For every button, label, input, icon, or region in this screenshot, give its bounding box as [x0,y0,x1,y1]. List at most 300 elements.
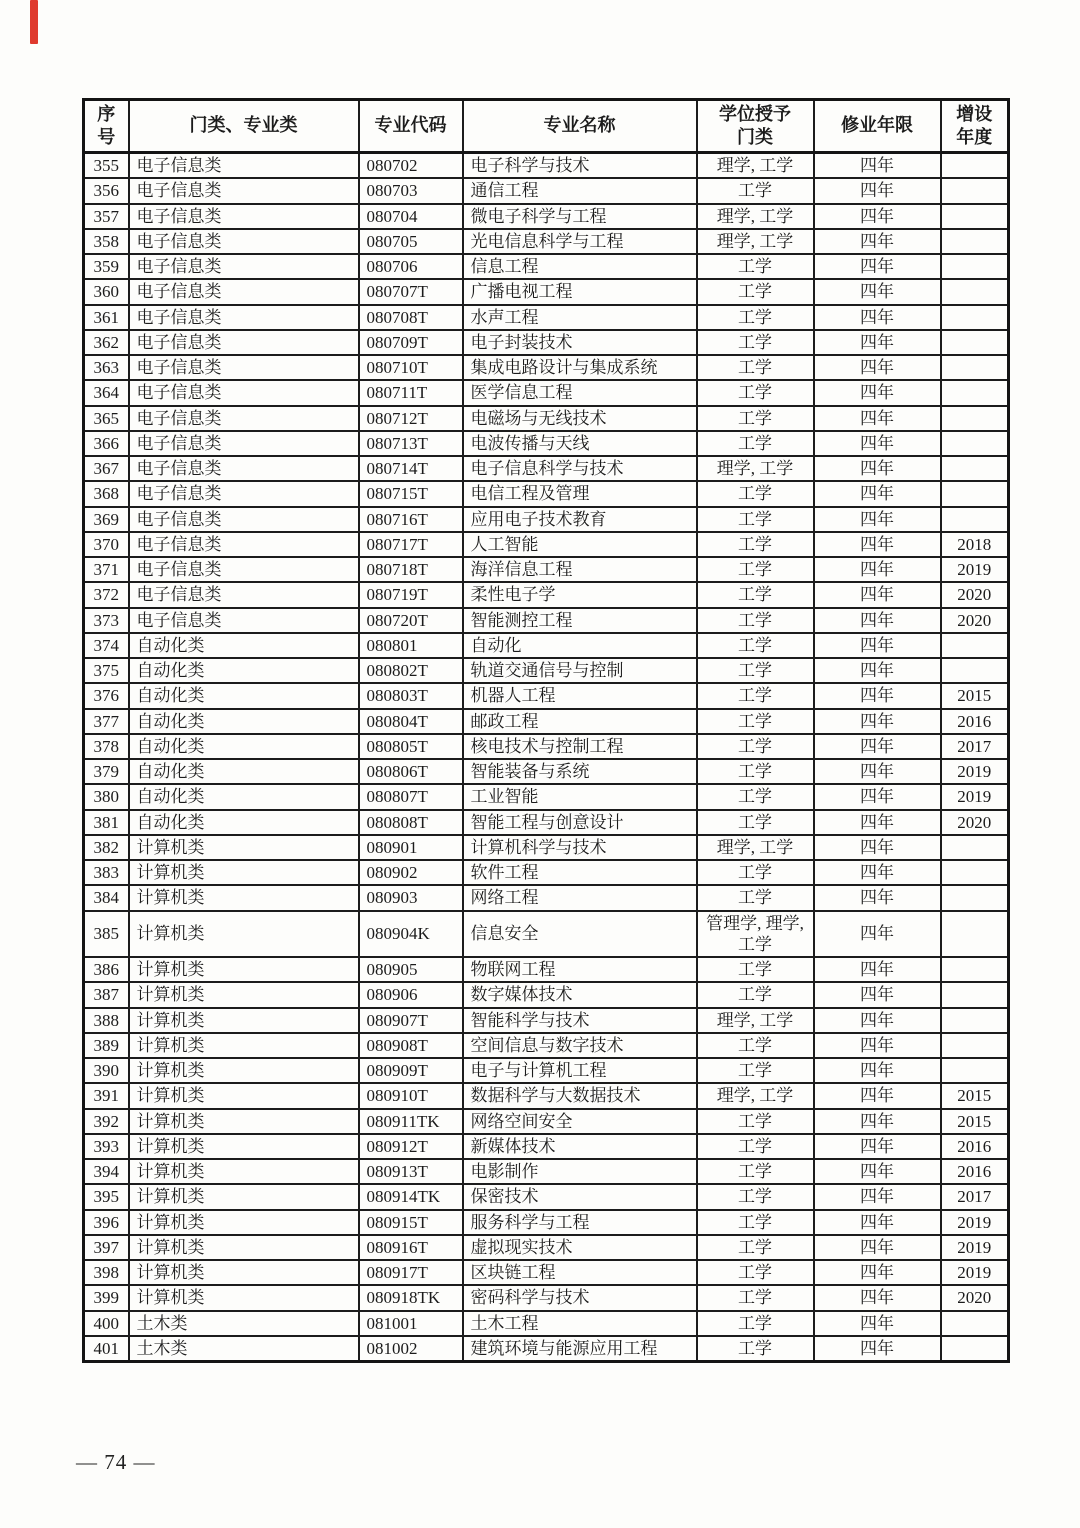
table-header-row [84,100,1009,153]
cell-category: 电子信息类 [129,305,359,330]
cell-name: 电子与计算机工程 [463,1058,697,1083]
cell-category: 计算机类 [129,1285,359,1310]
cell-years: 四年 [814,982,941,1007]
cell-no: 375 [84,658,129,683]
table-row [84,1336,1009,1362]
table-row [84,709,1009,734]
cell-name: 电影制作 [463,1159,697,1184]
header-name-label: 专业名称 [543,115,616,136]
table-row [84,1159,1009,1184]
cell-name: 数据科学与大数据技术 [463,1083,697,1108]
header-no-label: 序号 [97,103,116,147]
cell-code: 080715T [359,481,463,506]
cell-year-added: 2019 [941,1210,1009,1235]
cell-degree: 工学 [697,1109,814,1134]
cell-category: 计算机类 [129,1109,359,1134]
cell-no: 371 [84,557,129,582]
cell-degree: 理学, 工学 [697,1008,814,1033]
cell-no: 367 [84,456,129,481]
cell-name: 核电技术与控制工程 [463,734,697,759]
cell-years: 四年 [814,153,941,179]
cell-years: 四年 [814,658,941,683]
cell-code: 080703 [359,178,463,203]
cell-degree: 工学 [697,709,814,734]
cell-code: 081001 [359,1311,463,1336]
cell-category: 电子信息类 [129,481,359,506]
cell-degree: 工学 [697,860,814,885]
cell-code: 080909T [359,1058,463,1083]
cell-name: 集成电路设计与集成系统 [463,355,697,380]
cell-no: 381 [84,810,129,835]
cell-name: 微电子科学与工程 [463,204,697,229]
cell-degree: 工学 [697,810,814,835]
cell-category: 计算机类 [129,957,359,982]
cell-years: 四年 [814,204,941,229]
cell-code: 080707T [359,279,463,304]
table-row [84,1033,1009,1058]
cell-category: 计算机类 [129,1033,359,1058]
cell-category: 计算机类 [129,1235,359,1260]
header-year-added-label: 增设年度 [956,103,993,147]
cell-year-added: 2019 [941,1260,1009,1285]
cell-name: 空间信息与数字技术 [463,1033,697,1058]
cell-no: 370 [84,532,129,557]
cell-no: 374 [84,633,129,658]
cell-year-added: 2016 [941,1159,1009,1184]
cell-degree: 工学 [697,759,814,784]
cell-years: 四年 [814,254,941,279]
cell-category: 自动化类 [129,709,359,734]
cell-no: 394 [84,1159,129,1184]
table-row [84,229,1009,254]
cell-name: 服务科学与工程 [463,1210,697,1235]
cell-name: 土木工程 [463,1311,697,1336]
cell-no: 397 [84,1235,129,1260]
cell-name: 通信工程 [463,178,697,203]
cell-category: 电子信息类 [129,178,359,203]
cell-no: 363 [84,355,129,380]
cell-name: 海洋信息工程 [463,557,697,582]
cell-degree: 工学 [697,1336,814,1362]
cell-code: 080712T [359,406,463,431]
cell-no: 380 [84,784,129,809]
cell-years: 四年 [814,330,941,355]
cell-category: 自动化类 [129,658,359,683]
table-header [84,100,1009,153]
cell-year-added [941,355,1009,380]
cell-code: 080720T [359,608,463,633]
cell-years: 四年 [814,279,941,304]
cell-year-added: 2019 [941,759,1009,784]
cell-code: 080717T [359,532,463,557]
table-row [84,1235,1009,1260]
cell-category: 电子信息类 [129,456,359,481]
cell-degree: 工学 [697,254,814,279]
cell-years: 四年 [814,885,941,910]
cell-degree: 工学 [697,582,814,607]
cell-year-added: 2015 [941,1083,1009,1108]
cell-years: 四年 [814,1184,941,1209]
cell-years: 四年 [814,355,941,380]
cell-year-added: 2015 [941,1109,1009,1134]
cell-code: 080702 [359,153,463,179]
cell-category: 计算机类 [129,835,359,860]
cell-degree: 工学 [697,1159,814,1184]
cell-year-added [941,835,1009,860]
cell-year-added [941,1008,1009,1033]
cell-degree: 工学 [697,532,814,557]
cell-name: 密码科学与技术 [463,1285,697,1310]
cell-category: 计算机类 [129,982,359,1007]
table-row [84,911,1009,958]
cell-years: 四年 [814,1285,941,1310]
cell-no: 357 [84,204,129,229]
cell-name: 电子封装技术 [463,330,697,355]
cell-no: 385 [84,911,129,958]
cell-no: 393 [84,1134,129,1159]
cell-name: 电子科学与技术 [463,153,697,179]
header-category-label: 门类、专业类 [189,115,298,136]
page-number: — 74 — [76,1450,156,1474]
cell-no: 369 [84,507,129,532]
table-row [84,784,1009,809]
cell-degree: 工学 [697,683,814,708]
cell-year-added: 2020 [941,608,1009,633]
cell-years: 四年 [814,810,941,835]
table-row [84,683,1009,708]
cell-category: 计算机类 [129,1134,359,1159]
cell-code: 080803T [359,683,463,708]
cell-year-added: 2016 [941,1134,1009,1159]
cell-category: 电子信息类 [129,608,359,633]
cell-degree: 理学, 工学 [697,456,814,481]
cell-degree: 工学 [697,1235,814,1260]
cell-category: 计算机类 [129,1159,359,1184]
cell-code: 080710T [359,355,463,380]
cell-degree: 工学 [697,1058,814,1083]
cell-year-added [941,153,1009,179]
cell-year-added [941,178,1009,203]
table-row [84,178,1009,203]
cell-code: 080718T [359,557,463,582]
cell-name: 水声工程 [463,305,697,330]
cell-name: 智能测控工程 [463,608,697,633]
cell-name: 轨道交通信号与控制 [463,658,697,683]
cell-no: 373 [84,608,129,633]
cell-years: 四年 [814,178,941,203]
table-row [84,1109,1009,1134]
cell-no: 387 [84,982,129,1007]
cell-category: 自动化类 [129,683,359,708]
cell-name: 工业智能 [463,784,697,809]
cell-degree: 理学, 工学 [697,204,814,229]
cell-no: 365 [84,406,129,431]
cell-degree: 工学 [697,279,814,304]
cell-year-added [941,1058,1009,1083]
cell-year-added [941,1311,1009,1336]
cell-year-added [941,982,1009,1007]
cell-degree: 工学 [697,885,814,910]
cell-name: 自动化 [463,633,697,658]
cell-category: 电子信息类 [129,153,359,179]
table-row [84,456,1009,481]
cell-no: 383 [84,860,129,885]
cell-degree: 工学 [697,1311,814,1336]
header-category [129,100,359,153]
cell-degree: 工学 [697,784,814,809]
cell-year-added: 2019 [941,1235,1009,1260]
cell-year-added [941,658,1009,683]
header-code-label: 专业代码 [374,115,447,136]
cell-code: 080902 [359,860,463,885]
cell-year-added [941,860,1009,885]
cell-years: 四年 [814,784,941,809]
cell-no: 392 [84,1109,129,1134]
cell-degree: 管理学, 理学, 工学 [697,911,814,958]
cell-name: 数字媒体技术 [463,982,697,1007]
cell-no: 377 [84,709,129,734]
cell-no: 388 [84,1008,129,1033]
table-row [84,279,1009,304]
cell-year-added [941,279,1009,304]
cell-code: 080916T [359,1235,463,1260]
cell-name: 机器人工程 [463,683,697,708]
cell-degree: 工学 [697,1285,814,1310]
cell-name: 应用电子技术教育 [463,507,697,532]
cell-category: 电子信息类 [129,355,359,380]
table-row [84,406,1009,431]
cell-degree: 工学 [697,507,814,532]
cell-category: 电子信息类 [129,406,359,431]
cell-code: 080805T [359,734,463,759]
majors-table [82,98,1010,1363]
cell-code: 080705 [359,229,463,254]
cell-years: 四年 [814,229,941,254]
cell-code: 080708T [359,305,463,330]
cell-category: 电子信息类 [129,557,359,582]
cell-year-added [941,1336,1009,1362]
cell-name: 光电信息科学与工程 [463,229,697,254]
cell-degree: 工学 [697,481,814,506]
cell-category: 电子信息类 [129,330,359,355]
cell-years: 四年 [814,1083,941,1108]
cell-name: 广播电视工程 [463,279,697,304]
cell-category: 计算机类 [129,1260,359,1285]
cell-category: 电子信息类 [129,532,359,557]
cell-year-added: 2015 [941,683,1009,708]
cell-name: 软件工程 [463,860,697,885]
cell-year-added: 2020 [941,810,1009,835]
table-row [84,532,1009,557]
cell-no: 389 [84,1033,129,1058]
cell-category: 电子信息类 [129,380,359,405]
cell-category: 计算机类 [129,1008,359,1033]
cell-years: 四年 [814,582,941,607]
cell-no: 355 [84,153,129,179]
table-row [84,1134,1009,1159]
header-degree-label: 学位授予门类 [719,103,791,147]
table-row [84,982,1009,1007]
table-row [84,1311,1009,1336]
cell-no: 364 [84,380,129,405]
table-row [84,885,1009,910]
table-row [84,380,1009,405]
cell-year-added [941,305,1009,330]
cell-name: 柔性电子学 [463,582,697,607]
cell-years: 四年 [814,608,941,633]
cell-category: 计算机类 [129,885,359,910]
cell-code: 080719T [359,582,463,607]
table-row [84,1260,1009,1285]
cell-category: 电子信息类 [129,431,359,456]
cell-years: 四年 [814,1260,941,1285]
cell-name: 人工智能 [463,532,697,557]
table-row [84,582,1009,607]
table-row [84,355,1009,380]
cell-year-added: 2016 [941,709,1009,734]
table-row [84,1083,1009,1108]
cell-years: 四年 [814,911,941,958]
cell-years: 四年 [814,532,941,557]
table-row [84,810,1009,835]
cell-code: 080804T [359,709,463,734]
cell-year-added [941,633,1009,658]
cell-code: 080915T [359,1210,463,1235]
cell-year-added [941,481,1009,506]
cell-no: 398 [84,1260,129,1285]
cell-name: 电磁场与无线技术 [463,406,697,431]
table-row [84,305,1009,330]
cell-year-added: 2019 [941,784,1009,809]
cell-no: 382 [84,835,129,860]
table-row [84,1210,1009,1235]
cell-code: 080806T [359,759,463,784]
cell-degree: 理学, 工学 [697,229,814,254]
cell-years: 四年 [814,709,941,734]
cell-year-added: 2017 [941,734,1009,759]
cell-years: 四年 [814,835,941,860]
cell-code: 080911TK [359,1109,463,1134]
cell-no: 358 [84,229,129,254]
cell-no: 368 [84,481,129,506]
table-row [84,608,1009,633]
cell-code: 080914TK [359,1184,463,1209]
table-row [84,633,1009,658]
cell-degree: 理学, 工学 [697,835,814,860]
cell-year-added [941,911,1009,958]
cell-no: 384 [84,885,129,910]
cell-name: 邮政工程 [463,709,697,734]
table-row [84,1008,1009,1033]
cell-years: 四年 [814,633,941,658]
table-row [84,860,1009,885]
cell-no: 362 [84,330,129,355]
cell-no: 366 [84,431,129,456]
header-name [463,100,697,153]
cell-degree: 理学, 工学 [697,1083,814,1108]
cell-degree: 工学 [697,380,814,405]
cell-year-added [941,1033,1009,1058]
cell-no: 379 [84,759,129,784]
cell-name: 区块链工程 [463,1260,697,1285]
table-row [84,557,1009,582]
cell-years: 四年 [814,406,941,431]
cell-year-added [941,254,1009,279]
cell-code: 080917T [359,1260,463,1285]
cell-no: 360 [84,279,129,304]
cell-category: 土木类 [129,1336,359,1362]
header-code [359,100,463,153]
cell-code: 080716T [359,507,463,532]
cell-no: 356 [84,178,129,203]
table-row [84,1285,1009,1310]
table-row [84,1058,1009,1083]
cell-no: 378 [84,734,129,759]
cell-years: 四年 [814,683,941,708]
cell-category: 自动化类 [129,759,359,784]
cell-no: 401 [84,1336,129,1362]
table-row [84,204,1009,229]
cell-degree: 工学 [697,355,814,380]
cell-no: 372 [84,582,129,607]
cell-years: 四年 [814,557,941,582]
cell-degree: 工学 [697,957,814,982]
header-degree [697,100,814,153]
cell-code: 080713T [359,431,463,456]
cell-year-added: 2020 [941,582,1009,607]
table-row [84,759,1009,784]
cell-category: 土木类 [129,1311,359,1336]
cell-years: 四年 [814,1210,941,1235]
cell-years: 四年 [814,734,941,759]
table-row [84,507,1009,532]
cell-years: 四年 [814,431,941,456]
cell-degree: 工学 [697,1210,814,1235]
cell-years: 四年 [814,1134,941,1159]
table-row [84,153,1009,179]
cell-name: 智能工程与创意设计 [463,810,697,835]
table-row [84,481,1009,506]
cell-category: 计算机类 [129,1210,359,1235]
cell-years: 四年 [814,1336,941,1362]
cell-year-added: 2019 [941,557,1009,582]
cell-category: 计算机类 [129,860,359,885]
cell-category: 计算机类 [129,1058,359,1083]
cell-degree: 工学 [697,557,814,582]
cell-degree: 工学 [697,1184,814,1209]
cell-code: 080905 [359,957,463,982]
cell-name: 电子信息科学与技术 [463,456,697,481]
cell-no: 391 [84,1083,129,1108]
cell-years: 四年 [814,507,941,532]
table-row [84,957,1009,982]
cell-category: 自动化类 [129,734,359,759]
cell-code: 080714T [359,456,463,481]
cell-year-added: 2017 [941,1184,1009,1209]
cell-degree: 工学 [697,608,814,633]
cell-code: 080918TK [359,1285,463,1310]
table-row [84,835,1009,860]
table-row [84,330,1009,355]
cell-no: 399 [84,1285,129,1310]
cell-years: 四年 [814,456,941,481]
cell-code: 080908T [359,1033,463,1058]
cell-name: 建筑环境与能源应用工程 [463,1336,697,1362]
cell-no: 400 [84,1311,129,1336]
cell-no: 386 [84,957,129,982]
cell-no: 359 [84,254,129,279]
cell-category: 电子信息类 [129,254,359,279]
